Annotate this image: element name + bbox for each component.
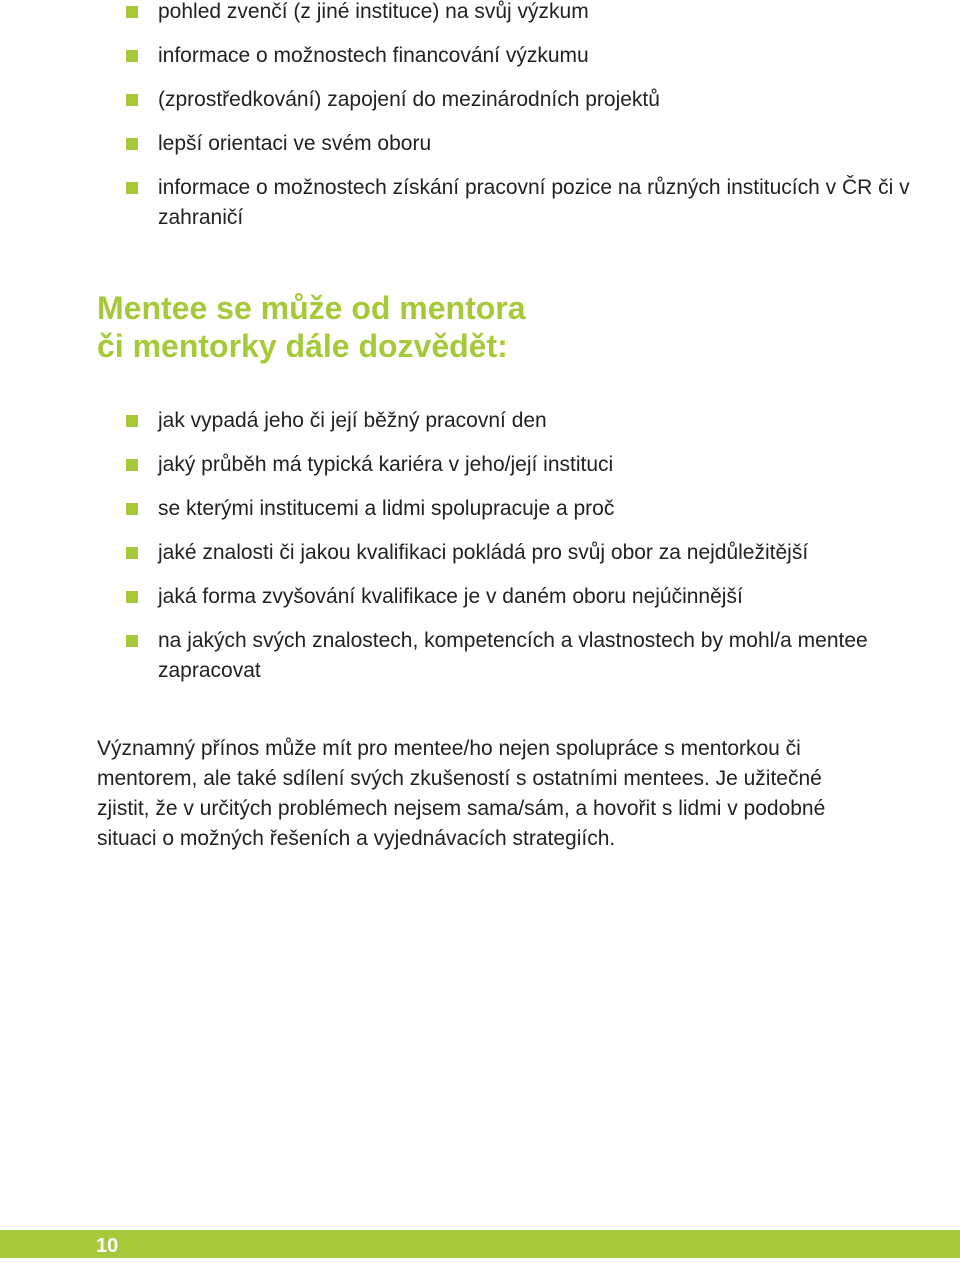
square-bullet-icon bbox=[126, 6, 138, 18]
list-item bbox=[126, 0, 926, 27]
benefits-list bbox=[126, 0, 926, 247]
square-bullet-icon bbox=[126, 591, 138, 603]
square-bullet-icon bbox=[126, 547, 138, 559]
footer-bar bbox=[0, 1230, 960, 1258]
square-bullet-icon bbox=[126, 50, 138, 62]
list-item-text: pohled zvenčí (z jiné instituce) na svůj výzkum bbox=[158, 0, 589, 23]
list-item-text: jaká forma zvyšování kvalifikace je v daném oboru nejúčinnější bbox=[158, 585, 743, 608]
list-item bbox=[126, 129, 926, 159]
square-bullet-icon bbox=[126, 94, 138, 106]
section-heading bbox=[97, 289, 917, 365]
list-item bbox=[126, 582, 926, 612]
list-item-text: informace o možnostech financování výzkumu bbox=[158, 44, 589, 67]
square-bullet-icon bbox=[126, 503, 138, 515]
list-item bbox=[126, 450, 926, 480]
square-bullet-icon bbox=[126, 459, 138, 471]
list-item bbox=[126, 173, 926, 233]
list-item bbox=[126, 41, 926, 71]
square-bullet-icon bbox=[126, 182, 138, 194]
page-number: 10 bbox=[96, 1235, 119, 1257]
list-item bbox=[126, 494, 926, 524]
list-item-text: jak vypadá jeho či její běžný pracovní den bbox=[158, 409, 547, 432]
list-item bbox=[126, 626, 926, 686]
list-item bbox=[126, 406, 926, 436]
list-item-text: jaké znalosti či jakou kvalifikaci pokládá pro svůj obor za nejdůležitější bbox=[158, 541, 809, 564]
list-item-text: lepší orientaci ve svém oboru bbox=[158, 132, 432, 155]
section-heading-line-2: či mentorky dále dozvědět: bbox=[97, 328, 508, 364]
section-heading-line-1: Mentee se může od mentora bbox=[97, 290, 526, 326]
list-item bbox=[126, 85, 926, 115]
list-item-text: se kterými institucemi a lidmi spolupracuje a proč bbox=[158, 497, 615, 520]
list-item bbox=[126, 538, 926, 568]
body-paragraph: Významný přínos může mít pro mentee/ho nejen spolupráce s mentorkou či mentorem, ale také sdílení svých zkušeností s ostatními mentees. Je užitečné zjistit, že v určitých problémech nejsem sama/sám, a hovořit s lidmi v podobné situaci o možných řešeních a vyjednávacích strategiích. bbox=[97, 737, 826, 850]
list-item-text: jaký průběh má typická kariéra v jeho/její instituci bbox=[158, 453, 614, 476]
square-bullet-icon bbox=[126, 635, 138, 647]
list-item-text: (zprostředkování) zapojení do mezinárodních projektů bbox=[158, 88, 660, 111]
mentee-learning-list bbox=[126, 406, 926, 700]
list-item-text: na jakých svých znalostech, kompetencích a vlastnostech by mohl/a mentee zapracovat bbox=[158, 629, 868, 682]
square-bullet-icon bbox=[126, 415, 138, 427]
list-item-text: informace o možnostech získání pracovní pozice na různých institucích v ČR či v zahraničí bbox=[158, 176, 910, 229]
square-bullet-icon bbox=[126, 138, 138, 150]
